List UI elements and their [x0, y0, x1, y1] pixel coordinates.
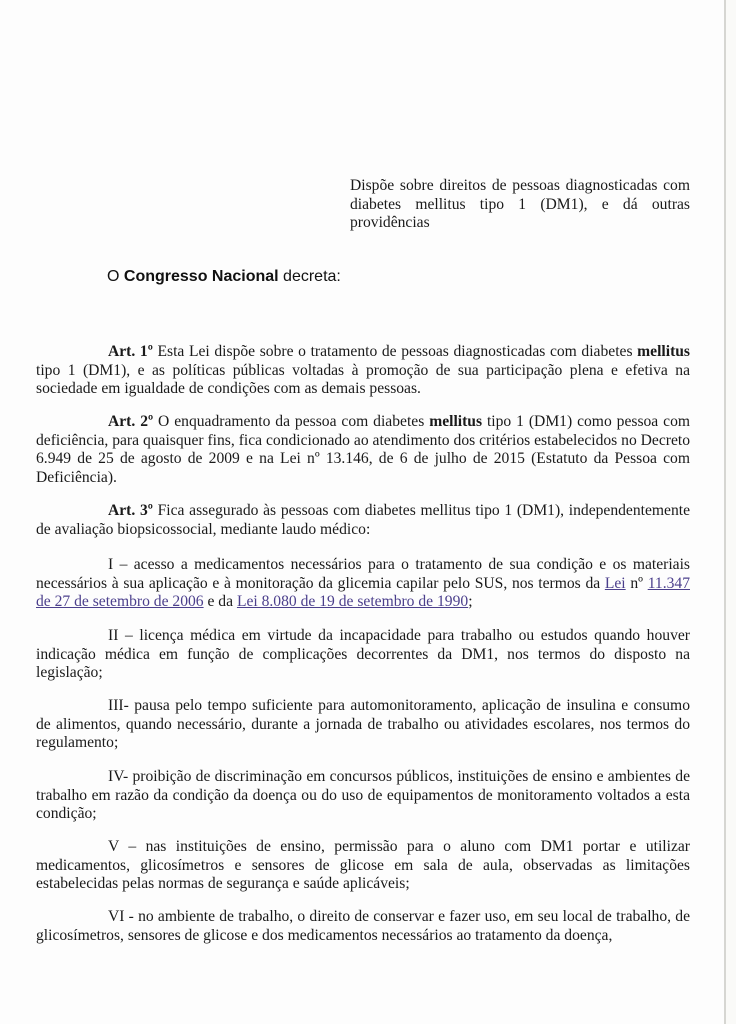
- item-i-end: ;: [468, 593, 473, 611]
- item-i-numeral: I: [108, 556, 114, 573]
- law-11347-date-link[interactable]: de 27 de setembro de 2006: [36, 593, 204, 611]
- item-v: [36, 838, 690, 894]
- article-2-text-a: O enquadramento da pessoa com diabetes: [153, 413, 430, 430]
- bill-summary: Dispõe sobre direitos de pessoas diagnosticadas com diabetes mellitus tipo 1 (DM1), e dá outras providências: [350, 177, 690, 232]
- item-iv: [36, 768, 690, 824]
- article-1-text-a: Esta Lei dispõe sobre o tratamento de pessoas diagnosticadas com diabetes: [152, 343, 638, 360]
- item-ii: [36, 627, 690, 683]
- item-ii-numeral: II: [108, 627, 119, 644]
- article-2-text-b: tipo 1 (DM1) como pessoa com deficiência, para quaisquer fins, fica condicionado ao atendimento dos critérios estabelecidos no Decreto 6.949 de 25 de agosto de 2009 e na Lei nº 13.146, de 6 de julho de 2015 (Estatuto da Pessoa com Deficiência).: [36, 413, 690, 486]
- article-3: [36, 502, 690, 539]
- enactment-prefix: O: [107, 268, 124, 285]
- article-1-term: mellitus: [637, 343, 690, 360]
- article-2: [36, 413, 690, 487]
- item-iv-text: - proibição de discriminação em concursos públicos, instituições de ensino e ambientes de trabalho em razão da condição da doença ou do uso de equipamentos de monitoramento voltados a esta condição;: [36, 768, 690, 823]
- enactment-authority: Congresso Nacional: [123, 268, 279, 285]
- item-vi-text: - no ambiente de trabalho, o direito de conservar e fazer uso, em seu local de trabalho, de glicosímetros, sensores de glicose e dos medicamentos necessários ao tratamento da doença,: [36, 908, 690, 944]
- law-11347-number-link[interactable]: 11.347: [647, 574, 690, 592]
- page-gutter: [726, 0, 736, 1024]
- item-iii-text: - pausa pelo tempo suficiente para automonitoramento, aplicação de insulina e consumo de alimentos, quando necessário, durante a jornada de trabalho ou atividades escolares, nos termos do regulamento;: [36, 697, 690, 752]
- item-vi: [36, 908, 690, 945]
- item-i-text-mid: nº: [625, 574, 648, 592]
- article-3-label: Art. 3º: [108, 502, 153, 519]
- item-iv-numeral: IV: [108, 768, 124, 785]
- item-i-text: – acesso a medicamentos necessários para o tratamento de sua condição e os materiais necessários à sua aplicação e à monitoração da glicemia capilar pelo SUS, nos termos da: [36, 556, 690, 592]
- item-iii: [36, 697, 690, 753]
- article-2-label: Art. 2º: [108, 413, 154, 430]
- enactment-suffix: decreta:: [278, 268, 341, 285]
- item-i-text-mid2: e da: [203, 593, 237, 611]
- item-v-numeral: V: [108, 838, 119, 855]
- article-1: [36, 343, 690, 399]
- item-v-text: – nas instituições de ensino, permissão para o aluno com DM1 portar e utilizar medicamentos, glicosímetros e sensores de glicose em sala de aula, observadas as limitações estabelecidas pelas normas de segurança e saúde aplicáveis;: [36, 838, 690, 893]
- item-ii-text: – licença médica em virtude da incapacidade para trabalho ou estudos quando houver indicação médica em função de complicações decorrentes da DM1, nos termos do disposto na legislação;: [36, 627, 690, 682]
- enactment-clause: [107, 268, 341, 286]
- article-3-text: Fica assegurado às pessoas com diabetes mellitus tipo 1 (DM1), independentemente de avaliação biopsicossocial, mediante laudo médico:: [36, 502, 690, 538]
- item-vi-numeral: VI: [108, 908, 125, 925]
- article-2-term: mellitus: [429, 413, 483, 430]
- item-iii-numeral: III: [108, 697, 124, 714]
- law-8080-link[interactable]: Lei 8.080 de 19 de setembro de 1990: [236, 593, 469, 611]
- item-i: [36, 556, 690, 612]
- article-1-label: Art. 1º: [108, 343, 153, 360]
- article-1-text-b: tipo 1 (DM1), e as políticas públicas voltadas à promoção de sua participação plena e efetiva na sociedade em igualdade de condições com as demais pessoas.: [36, 361, 690, 398]
- law-11347-link[interactable]: Lei: [604, 574, 626, 592]
